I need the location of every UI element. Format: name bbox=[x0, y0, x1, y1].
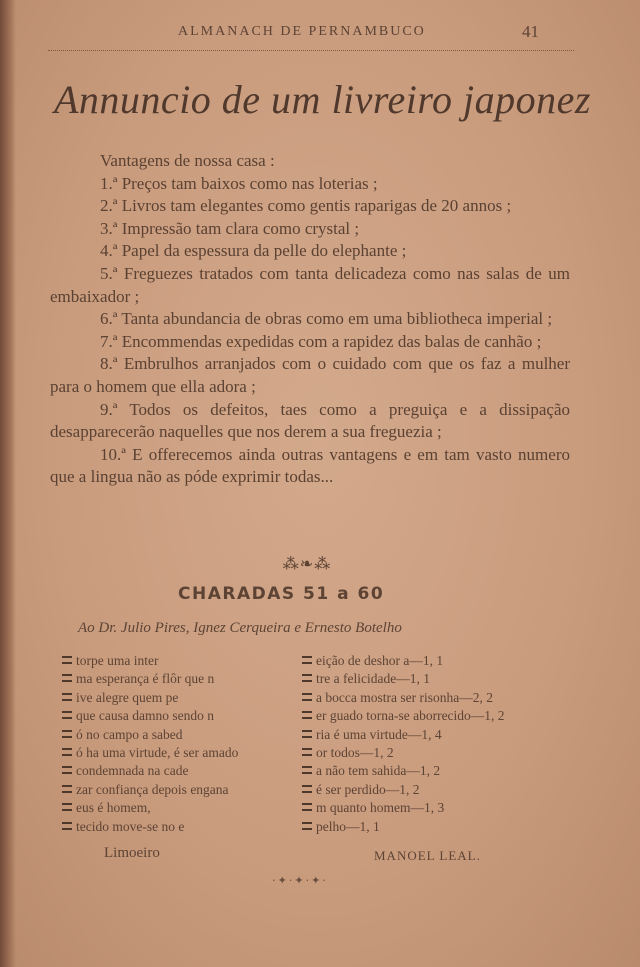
equals-mark-icon bbox=[302, 693, 312, 701]
paragraph: 1.ª Preços tam baixos como nas loterias ; bbox=[100, 173, 378, 193]
equals-mark-icon bbox=[302, 803, 312, 811]
equals-mark-icon bbox=[302, 730, 312, 738]
charadas-heading: CHARADAS 51 a 60 bbox=[178, 584, 385, 604]
equals-mark-icon bbox=[62, 674, 72, 682]
article-body bbox=[50, 150, 570, 489]
running-header bbox=[0, 24, 640, 44]
list-item: eição de deshor a—1, 1 bbox=[302, 652, 572, 670]
list-item: a bocca mostra ser risonha—2, 2 bbox=[302, 689, 572, 707]
equals-mark-icon bbox=[302, 822, 312, 830]
paragraph: 5.ª Freguezes tratados com tanta delicadeza como nas salas de um embaixador ; bbox=[50, 263, 570, 306]
list-item: ma esperança é flôr que n bbox=[62, 670, 306, 688]
paragraph: 2.ª Livros tam elegantes como gentis raparigas de 20 annos ; bbox=[100, 196, 512, 216]
page-number: 41 bbox=[522, 22, 539, 41]
equals-mark-icon bbox=[302, 674, 312, 682]
paragraph: 10.ª E offerecemos ainda outras vantagens e em tam vasto numero que a lingua não as póde exprimir todas... bbox=[50, 444, 570, 487]
equals-mark-icon bbox=[62, 711, 72, 719]
list-item: er guado torna-se aborrecido—1, 2 bbox=[302, 707, 572, 725]
list-item: or todos—1, 2 bbox=[302, 744, 572, 762]
equals-mark-icon bbox=[62, 693, 72, 701]
signature-author: MANOEL LEAL. bbox=[374, 848, 481, 863]
list-item: ria é uma virtude—1, 4 bbox=[302, 726, 572, 744]
list-item: ive alegre quem pe bbox=[62, 689, 306, 707]
equals-mark-icon bbox=[302, 766, 312, 774]
equals-mark-icon bbox=[302, 785, 312, 793]
equals-mark-icon bbox=[62, 730, 72, 738]
paragraph: 9.ª Todos os defeitos, taes como a preguiça e a dissipação desapparecerão naquelles que nos derem a sua freguezia ; bbox=[50, 399, 570, 442]
list-item: tre a felicidade—1, 1 bbox=[302, 670, 572, 688]
equals-mark-icon bbox=[302, 656, 312, 664]
equals-mark-icon bbox=[62, 822, 72, 830]
list-item: m quanto homem—1, 3 bbox=[302, 799, 572, 817]
paragraph: 6.ª Tanta abundancia de obras como em uma bibliotheca imperial ; bbox=[100, 309, 553, 329]
paragraph: 8.ª Embrulhos arranjados com o cuidado com que os faz a mulher para o homem que ella adora ; bbox=[50, 354, 570, 396]
equals-mark-icon bbox=[62, 656, 72, 664]
equals-mark-icon bbox=[62, 803, 72, 811]
paragraph: 3.ª Impressão tam clara como crystal ; bbox=[100, 218, 360, 238]
list-item: eus é homem, bbox=[62, 799, 306, 817]
list-item: tecido move-se no e bbox=[62, 818, 306, 836]
book-spine-shadow bbox=[0, 0, 16, 967]
section-ornament: ⁂❧⁂ bbox=[282, 554, 332, 573]
equals-mark-icon bbox=[62, 766, 72, 774]
paragraph: 7.ª Encommendas expedidas com a rapidez das balas de canhão ; bbox=[100, 331, 542, 351]
charadas-columns bbox=[62, 652, 572, 832]
header-rule bbox=[48, 50, 574, 51]
header-title: ALMANACH DE PERNAMBUCO bbox=[178, 24, 426, 39]
paragraph: 4.ª Papel da espessura da pelle do elephante ; bbox=[100, 241, 407, 261]
equals-mark-icon bbox=[62, 785, 72, 793]
signature-place: Limoeiro bbox=[104, 845, 160, 861]
equals-mark-icon bbox=[302, 748, 312, 756]
paragraph: Vantagens de nossa casa : bbox=[100, 151, 275, 170]
article-title: Annuncio de um livreiro japonez bbox=[54, 77, 591, 122]
equals-mark-icon bbox=[302, 711, 312, 719]
equals-mark-icon bbox=[62, 748, 72, 756]
list-item: a não tem sahida—1, 2 bbox=[302, 762, 572, 780]
list-item: é ser perdido—1, 2 bbox=[302, 781, 572, 799]
list-item: ó ha uma virtude, é ser amado bbox=[62, 744, 306, 762]
list-item: pelho—1, 1 bbox=[302, 818, 572, 836]
list-item: ó no campo a sabed bbox=[62, 726, 306, 744]
charadas-left-column bbox=[62, 652, 306, 836]
footer-ornament: ·✦·✦·✦· bbox=[272, 874, 328, 887]
list-item: torpe uma inter bbox=[62, 652, 306, 670]
charadas-right-column bbox=[302, 652, 572, 836]
list-item: que causa damno sendo n bbox=[62, 707, 306, 725]
charadas-dedication: Ao Dr. Julio Pires, Ignez Cerqueira e Ernesto Botelho bbox=[78, 620, 402, 636]
list-item: condemnada na cade bbox=[62, 762, 306, 780]
list-item: zar confiança depois engana bbox=[62, 781, 306, 799]
